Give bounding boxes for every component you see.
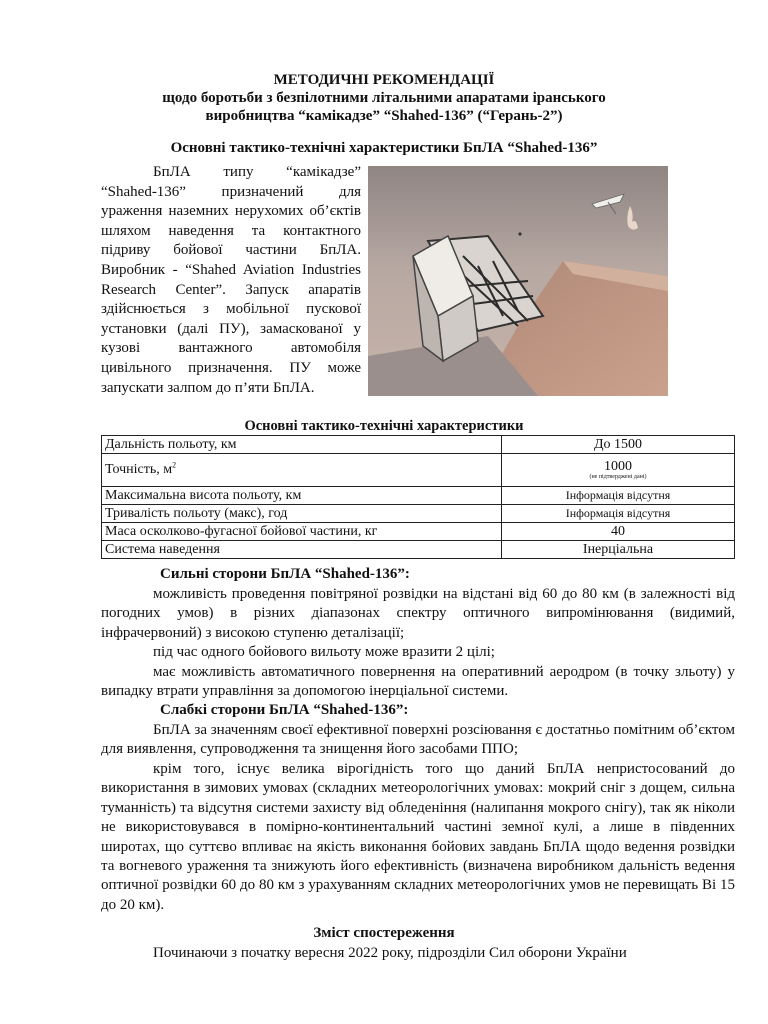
weakness-item: БпЛА за значенням своєї ефективної поверхні розсіювання є достатньо помітним об’єктом для виявлення, супроводження та знищення його засобами ППО; bbox=[101, 722, 735, 758]
weaknesses-heading: Слабкі сторони БпЛА “Shahed-136”: bbox=[160, 702, 409, 718]
table-row bbox=[102, 541, 735, 559]
document-title-line3: виробництва “камікадзе” “Shahed-136” (“Герань-2”) bbox=[205, 108, 563, 124]
specs-table-caption: Основні тактико-технічні характеристики bbox=[244, 418, 524, 434]
spec-label: Тривалість польоту (макс), год bbox=[102, 505, 502, 523]
spec-label: Маса осколково-фугасної бойової частини, кг bbox=[102, 523, 502, 541]
spec-value: Інерціальна bbox=[502, 541, 735, 559]
spec-label: Система наведення bbox=[102, 541, 502, 559]
intro-paragraph: БпЛА типу “камікадзе” “Shahed-136” призначений для ураження наземних нерухомих об’єктів шляхом наведення та контактного підриву бойової частини БпЛА. Виробник - “Shahed Aviation Industries Research Center”. Запуск апаратів здійснюється з мобільної пускової установки (далі ПУ), замаскованої у кузові вантажного автомобіля цивільного призначення. ПУ може запускати залпом до п’яти БпЛА. bbox=[101, 164, 361, 396]
specs-table bbox=[101, 435, 735, 559]
table-row bbox=[102, 505, 735, 523]
spec-value-text: 1000 bbox=[604, 459, 632, 474]
table-row bbox=[102, 523, 735, 541]
spec-value: 40 bbox=[502, 523, 735, 541]
spec-value: До 1500 bbox=[502, 436, 735, 454]
section-subtitle: Основні тактико-технічні характеристики БпЛА “Shahed-136” bbox=[170, 140, 598, 156]
spec-label bbox=[102, 454, 502, 487]
drone-launcher-photo bbox=[368, 166, 668, 396]
spec-label: Дальність польоту, км bbox=[102, 436, 502, 454]
spec-value bbox=[502, 454, 735, 487]
spec-label-text: Точність, м bbox=[105, 462, 173, 477]
strength-item: можливість проведення повітряної розвідки на відстані від 60 до 80 км (в залежності від погодних умов) в різних діапазонах спектру оптичного випромінювання (видимий, інфрачервоний) з високою ступеню деталізації; bbox=[101, 586, 735, 641]
table-row bbox=[102, 436, 735, 454]
spec-value-note: (не підтверджені дані) bbox=[589, 474, 647, 480]
strength-item: під час одного бойового вильоту може вразити 2 цілі; bbox=[153, 644, 495, 660]
strength-item: має можливість автоматичного повернення на оперативний аеродром (в точку зльоту) у випадку втрати управління за допомогою інерціальної системи. bbox=[101, 664, 735, 700]
observation-heading: Зміст спостереження bbox=[313, 925, 455, 941]
spec-value: Інформація відсутня bbox=[502, 487, 735, 505]
table-row bbox=[102, 454, 735, 487]
document-title-line2: щодо боротьби з безпілотними літальними апаратами іранського bbox=[162, 90, 606, 106]
spec-value: Інформація відсутня bbox=[502, 505, 735, 523]
strengths-heading: Сильні сторони БпЛА “Shahed-136”: bbox=[160, 566, 410, 582]
weakness-item: крім того, існує велика вірогідність того що даний БпЛА непристосований до використання в зимових умовах (складних метеорологічних умовах: мокрий сніг з дощем, сильна туманність) та відсутня системи захисту від обледеніння (налипання мокрого снігу), так як ніколи не використовувався в помірно-континентальний частині земної кулі, а лише в південних широтах, що суттєво впливає на якість виконання бойових завдань БпЛА щодо ведення розвідки та вогневого ураження та знижують його ефективність (визначена виробником дальність ведення оптичної розвідки 60 до 80 км з урахуванням складних метеорологічних умов не перевищать Ві 15 до 20 км). bbox=[101, 761, 735, 913]
table-row bbox=[102, 487, 735, 505]
observation-paragraph: Починаючи з початку вересня 2022 року, підрозділи Сил оборони України bbox=[153, 945, 627, 961]
document-title: МЕТОДИЧНІ РЕКОМЕНДАЦІЇ bbox=[273, 72, 495, 88]
spec-label-superscript: 2 bbox=[172, 460, 177, 470]
spec-label: Максимальна висота польоту, км bbox=[102, 487, 502, 505]
